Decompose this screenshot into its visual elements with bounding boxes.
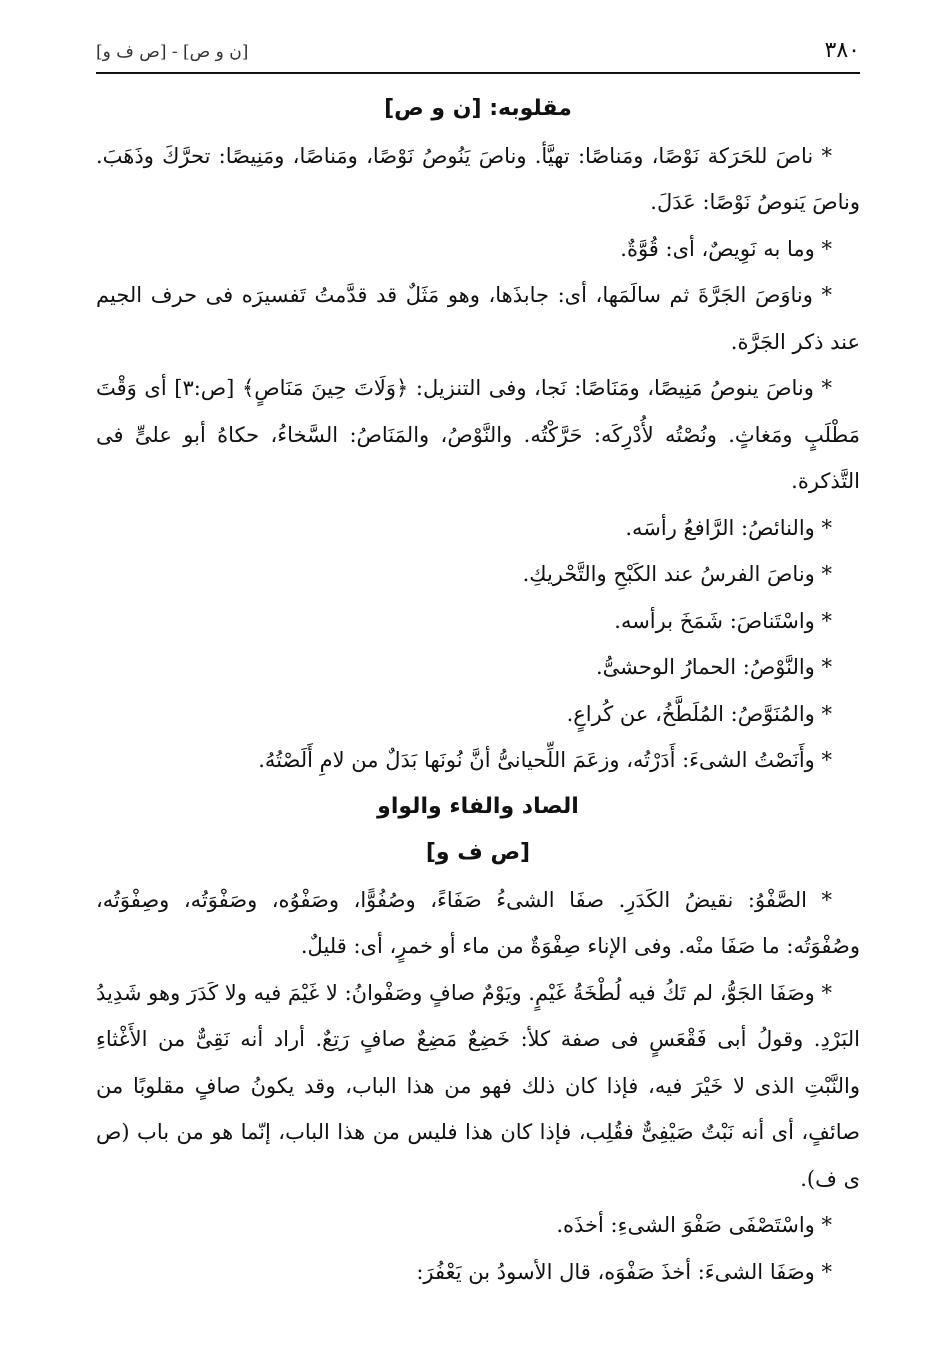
page-header	[96, 32, 860, 74]
section-heading-maqlub: مقلوبه: [ن و ص]	[384, 96, 572, 121]
page-number: ٣٨٠	[824, 38, 860, 63]
entry-paragraph: * وأَنَصْتُ الشىءَ: أَدَرْتُه، وزعَمَ اللِّحيانىُّ أنَّ نُونَها بَدَلٌ من لامِ أَلَصْتُهُ.	[258, 748, 832, 772]
entry-paragraph: * واسْتَناصَ: شَمَخَ برأسه.	[614, 608, 832, 633]
page-body	[96, 86, 860, 1295]
entry-paragraph: * واسْتَصْفَى صَفْوَ الشىءِ: أخذَه.	[556, 1213, 832, 1237]
entry-paragraph: * وصَفَا الجَوُّ، لم تَكُ فيه لُطْخَةُ غَيْمٍ. ويَوْمٌ صافٍ وصَفْوانُ: لا غَيْمَ فيه ولا كَدَرَ وهو شَدِيدُ البَرْدِ. وقولُ أبى فَقْعَسٍ فى صفة كلأ: خَضِعٌ مَضِعٌ صافٍ رَتِعٌ. أراد أنه نَقِىٌّ من الأَغْثاءِ والنَّبْتِ الذى لا خَيْرَ فيه، فإذا كان ذلك فهو من هذا الباب، وقد يكونُ صافٍ مقلوبًا من صائفٍ، أى أنه نَبْتٌ صَيْفِىٌّ فقُلِب، فإذا كان هذا فليس من هذا الباب، إنّما هو من باب (ص ى ف).	[96, 980, 860, 1191]
entry-paragraph: * والنائصُ: الرَّافعُ رأسَه.	[625, 515, 832, 540]
chapter-heading: الصاد والفاء والواو	[377, 793, 579, 819]
entry-paragraph: * والمُنَوَّصُ: المُلَطَّخُ، عن كُراعٍ.	[566, 701, 832, 726]
running-head: [ن و ص] - [ص ف و]	[96, 42, 249, 62]
entry-paragraph: * وناصَ ينوصُ مَنِيصًا، ومَنَاصًا: نَجا، وفى التنزيل: ﴿وَلَاتَ حِينَ مَنَاصٍ﴾ [ص:٣] أى وَقْتَ مَطْلَبٍ ومَغاثٍ. ونُصْتُه لأُدْرِكَه: حَرَّكْتُه. والنَّوْصُ، والمَنَاصُ: السَّخاءُ، حكاهُ أبو علىٍّ فى التَّذكرة.	[96, 376, 860, 493]
entry-paragraph: * الصَّفْوُ: نقيضُ الكَدَرِ. صفَا الشىءُ صَفَاءً، وصُفُوًّا، وصَفْوُه، وصَفْوَتُه، وصِفْوَتُه، وصُفْوَتُه: ما صَفَا منْه. وفى الإناء صِفْوَةٌ من ماء أو خمرٍ، أى: قليلٌ.	[96, 887, 860, 958]
root-heading: [ص ف و]	[425, 840, 531, 865]
entry-paragraph: * ناصَ للحَرَكة نَوْصًا، ومَناصًا: تهيَّأ. وناصَ يَنُوصُ نَوْصًا، ومَناصًا، ومَنِيصًا: تحرَّكَ وذَهَبَ. وناصَ يَنوصُ نَوْصًا: عَدَلَ.	[96, 143, 860, 214]
entry-paragraph: * وناصَ الفرسُ عند الكَبْحِ والتَّحْريكِ.	[522, 562, 832, 586]
entry-paragraph: * وصَفَا الشىءَ: أخذَ صَفْوَه، قال الأسودُ بن يَعْفُرَ:	[416, 1259, 832, 1284]
entry-paragraph: * والنَّوْصُ: الحمارُ الوحشىُّ.	[596, 655, 832, 679]
entry-paragraph: * وناوَصَ الجَرَّةَ ثم سالَمَها، أى: جابذَها، وهو مَثَلٌ قد قدَّمتُ تَفسيرَه فى حرف الجيم عند ذكر الجَرَّة.	[96, 283, 860, 354]
entry-paragraph: * وما به نَوِيصٌ، أى: قُوَّةٌ.	[620, 236, 832, 261]
